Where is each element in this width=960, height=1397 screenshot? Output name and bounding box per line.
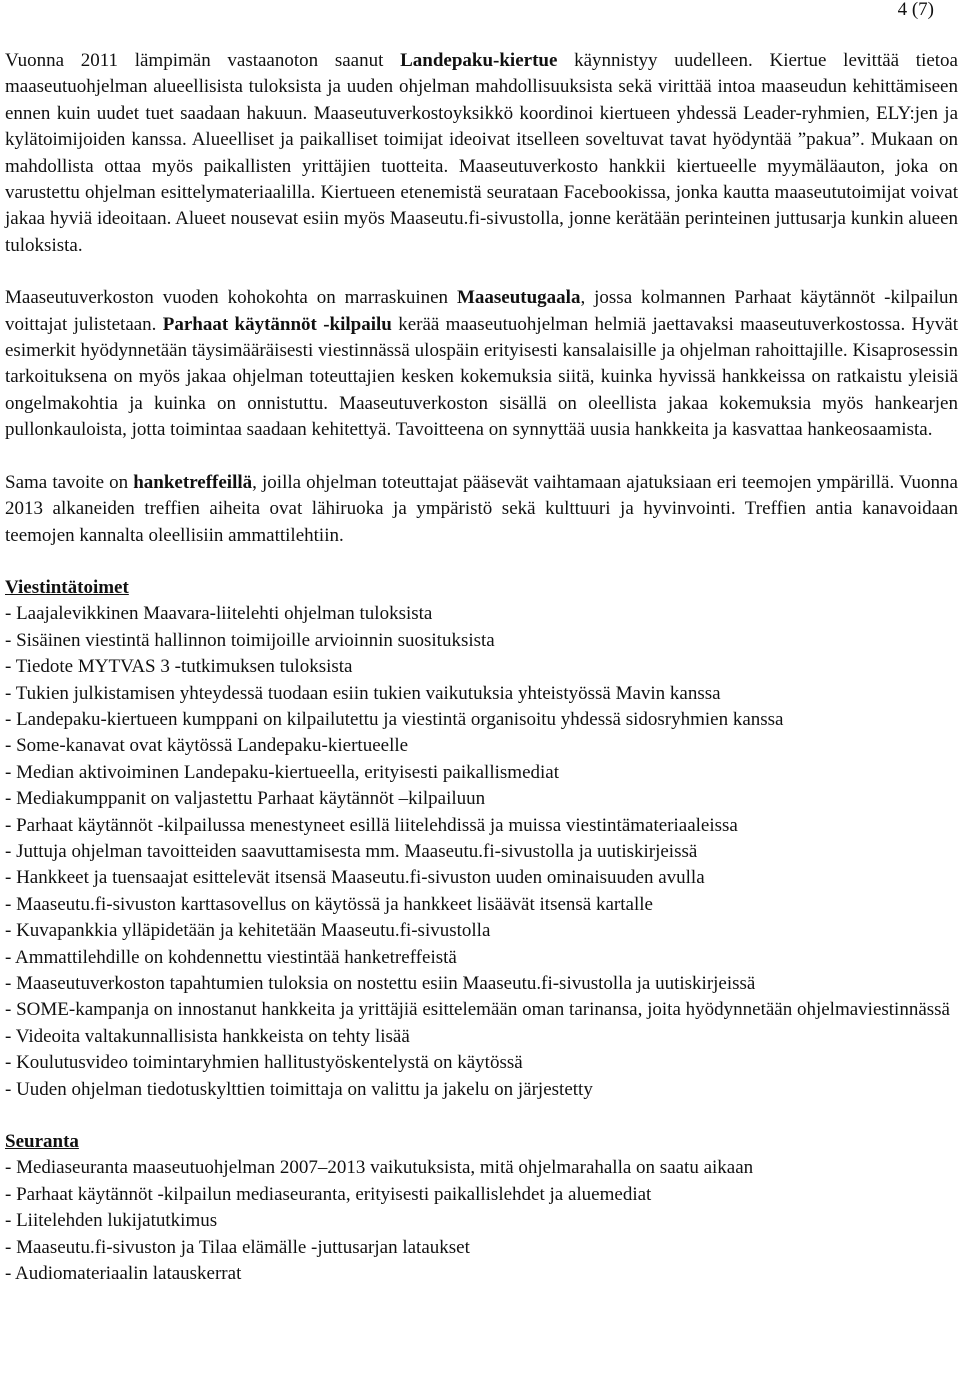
list-item: - Parhaat käytännöt -kilpailussa menestyneet esillä liitelehdissä ja muissa viestintämateriaaleissa <box>5 814 738 836</box>
section-heading-seuranta: Seuranta <box>5 1131 79 1153</box>
list-item: - Landepaku-kiertueen kumppani on kilpailutettu ja viestintä organisoitu yhdessä sidosryhmien kanssa <box>5 708 784 730</box>
text-run: Sama tavoite on <box>5 471 134 493</box>
list-item: - SOME-kampanja on innostanut hankkeita ja yrittäjiä esittelemään oman tarinansa, joita hyödynnetään ohjelmaviestinnässä <box>5 999 950 1021</box>
list-item: - Sisäinen viestintä hallinnon toimijoille arvioinnin suosituksista <box>5 629 495 651</box>
list-item: - Maaseutu.fi-sivuston ja Tilaa elämälle -juttusarjan lataukset <box>5 1236 470 1258</box>
list-item: - Videoita valtakunnallisista hankkeista on tehty lisää <box>5 1025 410 1047</box>
list-item: - Koulutusvideo toimintaryhmien hallitustyöskentelystä on käytössä <box>5 1052 523 1074</box>
bold-term: hanketreffeillä <box>133 471 253 493</box>
list-item: - Kuvapankkia ylläpidetään ja kehitetään Maaseutu.fi-sivustolla <box>5 920 491 942</box>
list-item: - Uuden ohjelman tiedotuskylttien toimittaja on valittu ja jakelu on järjestetty <box>5 1078 593 1100</box>
list-item: - Parhaat käytännöt -kilpailun mediaseuranta, erityisesti paikallislehdet ja aluemediat <box>5 1183 652 1205</box>
bold-term: Landepaku-kiertue <box>400 50 558 71</box>
bold-term: Parhaat käytännöt -kilpailu <box>162 313 392 335</box>
list-item: - Median aktivoiminen Landepaku-kiertueella, erityisesti paikallismediat <box>5 761 559 783</box>
text-run: käynnistyy uudelleen. Kiertue levittää tietoa maaseutuohjelman alueellisista tuloksista ja uuden ohjelman mahdollisuuksista sekä virittää intoa maaseudun kehittämiseen ennen kuin uudet tuet saadaan hakuun. Maaseutuverkostoyksikkö koordinoi kiertueen yhdessä Leader-ryhmien, ELY:jen ja kylätoimijoiden kanssa. Alueelliset ja paikalliset toimijat ideoivat itselleen soveltuvat tavat hyödyntää ”pakua”. Mukaan on mahdollista ottaa myös paikallisten yrittäjien tuotteita. Maaseutuverkosto hankkii kiertueelle myymäläauton, joka on varustettu ohjelman esittelymateriaalilla. Kiertueen etenemistä seurataan Facebookissa, jonka kautta maaseututoimijat voivat jakaa hyviä ideoitaan. Alueet nousevat esiin myös Maaseutu.fi-sivustolla, jonne kerätään perinteinen juttusarja kunkin alueen tuloksista. <box>5 50 958 256</box>
text-run: kerää maaseutuohjelman helmiä jaettavaksi maaseutuverkostossa. Hyvät esimerkit hyödynnetään täysimääräisesti viestinnässä ulospäin erityisesti kansalaisille ja ohjelman rahoittajille. Kisaprosessin tarkoituksena on myös jakaa ohjelman toteuttajien kesken kokemuksia siitä, kuinka hyvissä hankkeissa on ratkaistu yleisiä ongelmakohtia ja kuinka on onnistuttu. Maaseutuverkoston sisällä on oleellista jakaa kokemuksia myös hankearjen pullonkauloista, jotta toimintaa saadaan kehitettyä. Tavoitteena on synnyttää uusia hankkeita ja kasvattaa hankeosaamista. <box>5 313 958 441</box>
list-item: - Maaseutu.fi-sivuston karttasovellus on käytössä ja hankkeet lisäävät itsensä kartalle <box>5 893 653 915</box>
list-item: - Ammattilehdille on kohdennettu viestintää hanketreffeistä <box>5 946 457 968</box>
document-body <box>5 48 958 1313</box>
list-item: - Hankkeet ja tuensaajat esittelevät itsensä Maaseutu.fi-sivuston uuden ominaisuuden avulla <box>5 867 705 889</box>
paragraph-maaseutugaala <box>5 285 958 443</box>
list-item: - Maaseutuverkoston tapahtumien tuloksia on nostettu esiin Maaseutu.fi-sivustolla ja uutiskirjeissä <box>5 973 756 994</box>
text-run: , jossa kolmannen Parhaat käytännöt -kilpailun voittajat julistetaan. <box>5 287 958 335</box>
text-run: Maaseutuverkoston vuoden kohokohta on marraskuinen <box>5 287 457 309</box>
list-item: - Mediaseuranta maaseutuohjelman 2007–2013 vaikutuksista, mitä ohjelmarahalla on saatu aikaan <box>5 1157 754 1179</box>
list-item: - Juttuja ohjelman tavoitteiden saavuttamisesta mm. Maaseutu.fi-sivustolla ja uutiskirjeissä <box>5 840 698 862</box>
page-number: 4 (7) <box>897 0 934 20</box>
list-item: - Some-kanavat ovat käytössä Landepaku-kiertueelle <box>5 735 409 757</box>
paragraph-landepaku <box>5 48 958 259</box>
list-item: - Mediakumppanit on valjastettu Parhaat käytännöt –kilpailuun <box>5 788 486 810</box>
text-run: , joilla ohjelman toteuttajat pääsevät vaihtamaan ajatuksiaan eri teemojen ympärillä. Vuonna 2013 alkaneiden treffien aiheita ovat lähiruoka ja ympäristö sekä kulttuuri ja hyvinvointi. Treffien antia kanavoidaan teemojen kannalta oleellisiin ammattilehtiin. <box>5 471 958 546</box>
viestintatoimet-list <box>5 601 958 1103</box>
list-item: - Liitelehden lukijatutkimus <box>5 1210 218 1232</box>
section-heading-viestintatoimet: Viestintätoimet <box>5 576 129 598</box>
text-run: Vuonna 2011 lämpimän vastaanoton saanut <box>5 50 401 71</box>
list-item: - Laajalevikkinen Maavara-liitelehti ohjelman tuloksista <box>5 603 433 625</box>
seuranta-list <box>5 1155 958 1287</box>
list-item: - Tiedote MYTVAS 3 -tutkimuksen tuloksista <box>5 656 353 678</box>
list-item: - Audiomateriaalin latauskerrat <box>5 1263 242 1285</box>
bold-term: Maaseutugaala <box>456 287 581 309</box>
paragraph-hanketreffit <box>5 470 958 549</box>
list-item: - Tukien julkistamisen yhteydessä tuodaan esiin tukien vaikutuksia yhteistyössä Mavin kanssa <box>5 682 721 704</box>
